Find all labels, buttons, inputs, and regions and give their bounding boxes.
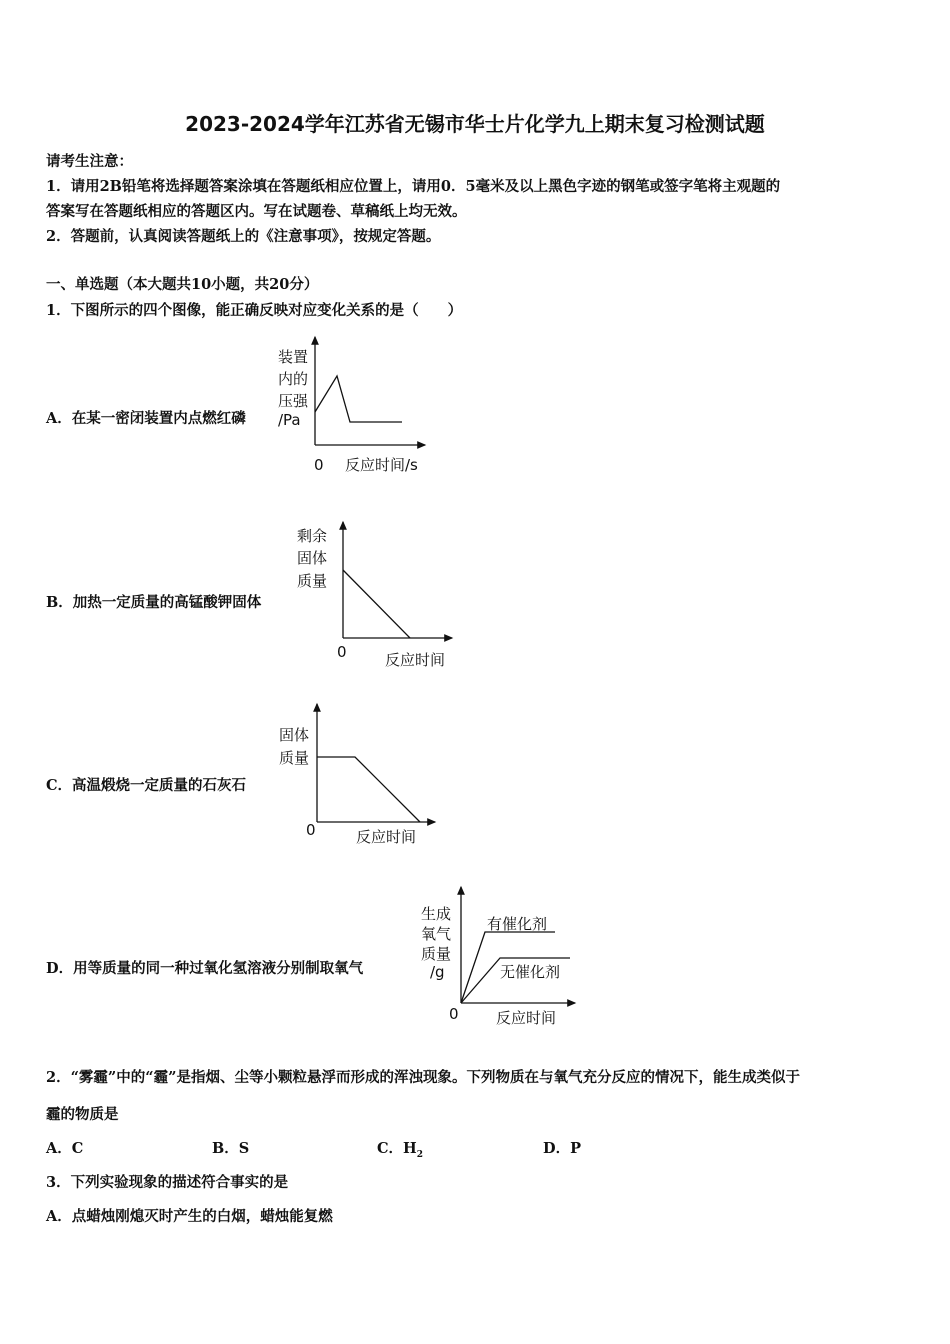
- graph-b-ylabel-1: 剩余: [297, 527, 328, 545]
- graph-d-ylabel-2: 氧气: [421, 925, 452, 943]
- graph-a-ylabel-4: /Pa: [278, 411, 301, 429]
- q2-option-c-text: C．H: [377, 1140, 417, 1157]
- graph-d-xlabel: 反应时间: [496, 1009, 557, 1027]
- graph-a-ylabel-2: 内的: [278, 370, 309, 388]
- graph-b-ylabel-3: 质量: [297, 572, 328, 590]
- graph-d-ylabel-4: /g: [430, 963, 445, 981]
- question-3-stem: 3．下列实验现象的描述符合事实的是: [46, 1174, 289, 1191]
- graph-b-xlabel: 反应时间: [385, 651, 446, 669]
- graph-d-series-catalyst: 有催化剂: [487, 915, 548, 933]
- notice-line-2: 2．答题前，认真阅读答题纸上的《注意事项》，按规定答题。: [46, 228, 441, 245]
- notice-line-1: 1．请用2B铅笔将选择题答案涂填在答题纸相应位置上，请用0．5毫米及以上黑色字迹的钢笔或签字笔将主观题的: [46, 178, 781, 195]
- graph-d-ylabel-1: 生成: [421, 905, 452, 923]
- graph-c-ylabel-1: 固体: [279, 726, 310, 744]
- q1-option-c: C．高温煅烧一定质量的石灰石: [46, 777, 247, 794]
- q1-option-a: A．在某一密闭装置内点燃红磷: [46, 410, 246, 427]
- graph-a-xlabel: 反应时间/s: [345, 456, 418, 474]
- graph-d: [461, 887, 575, 1003]
- q2-option-c-subscript: 2: [416, 1149, 424, 1160]
- q2-option-d: D．P: [543, 1140, 581, 1157]
- q2-option-c: [377, 1142, 423, 1160]
- notice-heading: 请考生注意：: [46, 153, 133, 170]
- question-2-stem-2: 霾的物质是: [46, 1106, 119, 1123]
- page-title: 2023-2024学年江苏省无锡市华士片化学九上期末复习检测试题: [185, 112, 765, 136]
- graph-a-ylabel-3: 压强: [278, 392, 309, 410]
- q1-option-d: D．用等质量的同一种过氧化氢溶液分别制取氧气: [46, 960, 364, 977]
- graph-b-ylabel-2: 固体: [297, 549, 328, 567]
- graph-a-curve: [315, 376, 402, 422]
- section-heading: 一、单选题（本大题共10小题，共20分）: [46, 276, 319, 293]
- question-1-stem: 1．下图所示的四个图像，能正确反映对应变化关系的是（ ）: [46, 302, 463, 319]
- graph-c-origin: 0: [306, 821, 316, 839]
- graph-b: [343, 522, 452, 638]
- q3-option-a: A．点蜡烛刚熄灭时产生的白烟，蜡烛能复燃: [46, 1208, 333, 1225]
- q2-option-b: B．S: [212, 1140, 250, 1157]
- graph-c-curve: [317, 757, 420, 822]
- q1-option-b: B．加热一定质量的高锰酸钾固体: [46, 594, 262, 611]
- graph-c-xlabel: 反应时间: [356, 828, 417, 846]
- graph-c: [317, 704, 435, 822]
- graph-b-origin: 0: [337, 643, 347, 661]
- question-2-stem-1: 2．“雾霾”中的“霾”是指烟、尘等小颗粒悬浮而形成的浑浊现象。下列物质在与氧气充分反应的情况下，能生成类似于: [46, 1069, 800, 1086]
- graph-a-origin: 0: [314, 456, 324, 474]
- graph-c-ylabel-2: 质量: [279, 749, 310, 767]
- graph-b-curve: [343, 570, 410, 638]
- graph-d-series-no-catalyst: 无催化剂: [500, 963, 561, 981]
- graph-a: [315, 337, 425, 445]
- notice-line-1b: 答案写在答题纸相应的答题区内。写在试题卷、草稿纸上均无效。: [46, 203, 467, 220]
- q2-option-a: A．C: [46, 1140, 84, 1157]
- graph-a-ylabel-1: 装置: [278, 348, 309, 366]
- graph-d-ylabel-3: 质量: [421, 945, 452, 963]
- graph-d-origin: 0: [449, 1005, 459, 1023]
